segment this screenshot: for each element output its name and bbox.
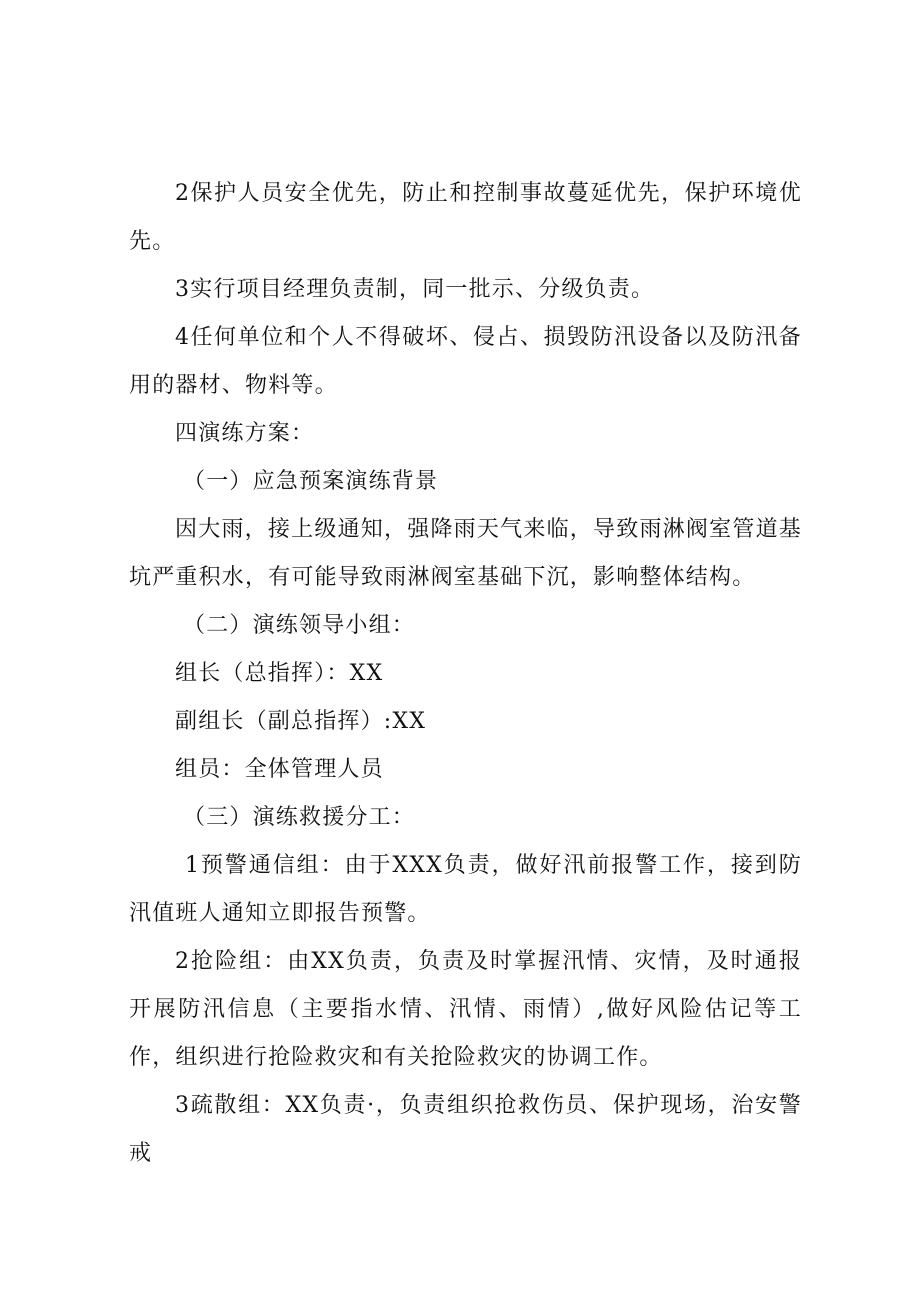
subsection-one-heading: （一）应急预案演练背景 xyxy=(183,469,439,494)
rescue-group-paragraph: 2抢险组：由XX负责，负责及时掌握汛情、灾情，及时通报开展防汛信息（主要指水情、汛情、雨情）,做好风险估记等工作，组织进行抢险救灾和有关抢险救灾的协调工作。 xyxy=(129,949,802,1070)
principle-4-paragraph: 4任何单位和个人不得破坏、侵占、损毁防汛设备以及防汛备用的器材、物料等。 xyxy=(129,325,802,398)
principle-2-paragraph: 2保护人员安全优先，防止和控制事故蔓延优先，保护环境优先。 xyxy=(129,181,802,254)
members-line: 组员：全体管理人员 xyxy=(175,757,384,782)
warning-group-paragraph: 1预警通信组：由于XXX负责，做好汛前报警工作，接到防汛值班人通知立即报告预警。 xyxy=(129,853,802,926)
deputy-leader-line: 副组长（副总指挥）:XX xyxy=(175,709,427,734)
group-leader-line: 组长（总指挥）：XX xyxy=(175,661,384,686)
drill-background-paragraph: 因大雨，接上级通知，强降雨天气来临，导致雨淋阀室管道基坑严重积水，有可能导致雨淋阀室基础下沉，影响整体结构。 xyxy=(129,517,802,590)
subsection-three-heading: （三）演练救援分工： xyxy=(183,805,416,830)
evacuation-group-paragraph: 3疏散组：XX负责·，负责组织抢救伤员、保护现场，治安警戒 xyxy=(129,1093,802,1166)
principle-3-paragraph: 3实行项目经理负责制，同一批示、分级负责。 xyxy=(175,277,655,302)
subsection-two-heading: （二）演练领导小组： xyxy=(183,613,416,638)
section-four-heading: 四演练方案： xyxy=(175,421,315,446)
